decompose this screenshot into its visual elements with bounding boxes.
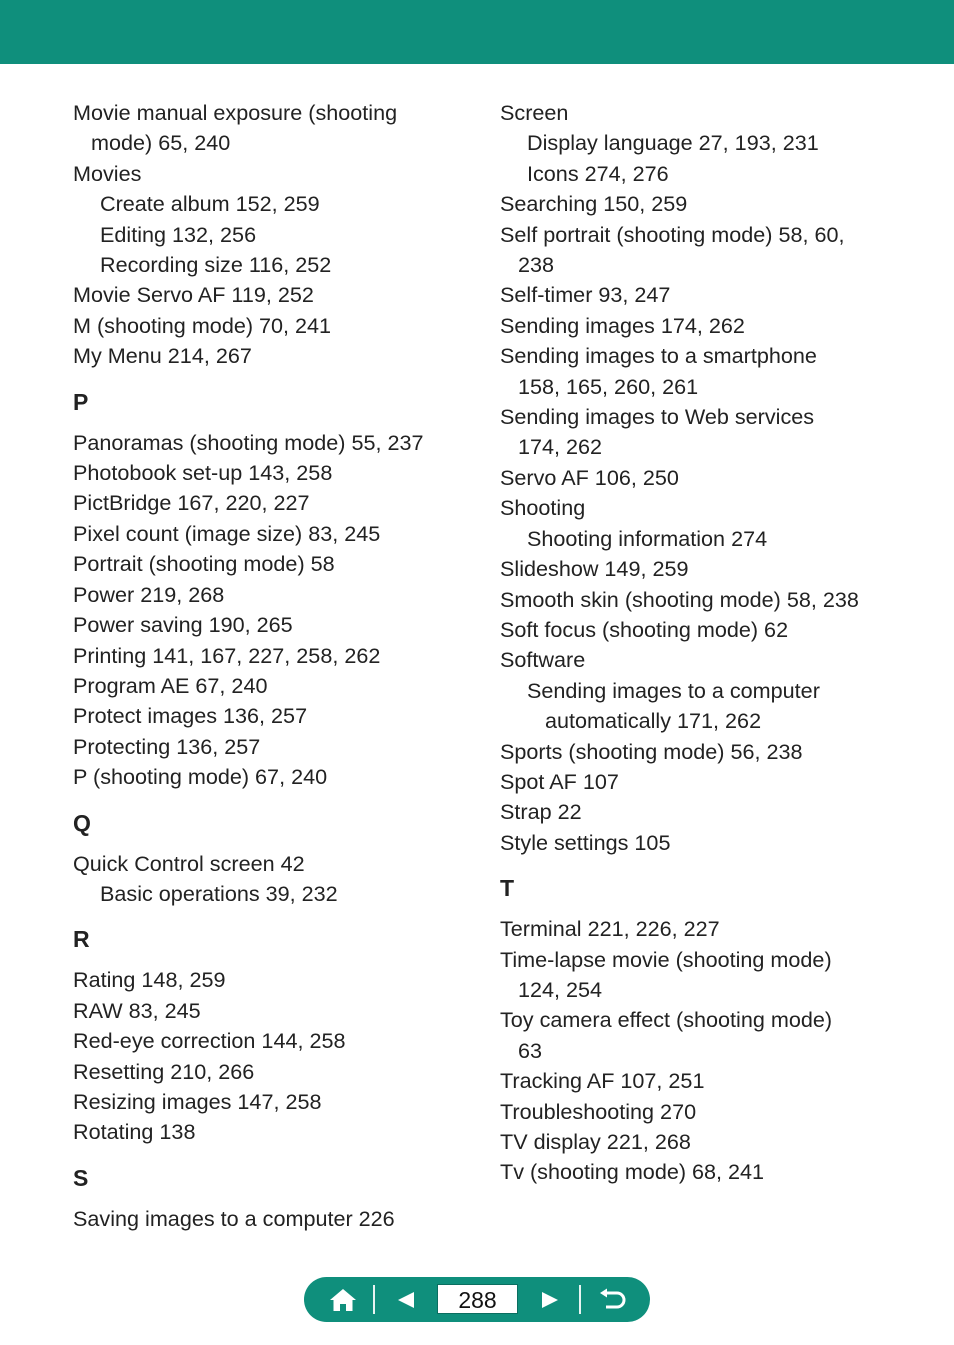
- index-entry[interactable]: Rating 148, 259: [73, 967, 226, 993]
- home-button[interactable]: [318, 1277, 368, 1322]
- index-entry[interactable]: Searching 150, 259: [500, 191, 688, 217]
- index-entry[interactable]: Panoramas (shooting mode) 55, 237: [73, 429, 424, 455]
- index-entry[interactable]: PictBridge 167, 220, 227: [73, 490, 310, 516]
- index-entry[interactable]: Soft focus (shooting mode) 62: [500, 616, 789, 642]
- next-page-button[interactable]: [526, 1277, 574, 1322]
- index-entry[interactable]: Create album 152, 259: [100, 191, 320, 217]
- index-entry[interactable]: Movie manual exposure (shooting: [73, 100, 398, 125]
- index-entry[interactable]: Sending images 174, 262: [500, 312, 745, 338]
- index-entry[interactable]: Basic operations 39, 232: [100, 880, 338, 906]
- index-entry[interactable]: Photobook set-up 143, 258: [73, 460, 333, 486]
- index-entry[interactable]: Printing 141, 167, 227, 258, 262: [73, 642, 381, 668]
- index-entry[interactable]: Saving images to a computer 226: [73, 1205, 395, 1231]
- index-entry[interactable]: Tracking AF 107, 251: [500, 1068, 705, 1094]
- index-entry[interactable]: Sports (shooting mode) 56, 238: [500, 738, 803, 764]
- index-entry[interactable]: 124, 254: [518, 976, 603, 1002]
- index-letter-heading: S: [73, 1164, 89, 1191]
- index-entry[interactable]: Movie Servo AF 119, 252: [73, 282, 314, 308]
- page-navigation: [304, 1277, 650, 1322]
- index-column-left: [73, 98, 473, 1234]
- index-entry[interactable]: automatically 171, 262: [545, 708, 762, 734]
- index-entry[interactable]: 158, 165, 260, 261: [518, 373, 699, 399]
- index-entry[interactable]: Style settings 105: [500, 829, 671, 855]
- index-entry[interactable]: Resetting 210, 266: [73, 1058, 255, 1084]
- arrow-right-icon: [540, 1290, 560, 1310]
- index-entry[interactable]: Software: [500, 647, 586, 673]
- index-entry[interactable]: Resizing images 147, 258: [73, 1088, 322, 1114]
- return-icon: [599, 1288, 627, 1312]
- nav-separator: [373, 1285, 375, 1314]
- index-entry[interactable]: Icons 274, 276: [527, 160, 669, 186]
- index-entry[interactable]: Sending images to a smartphone: [500, 343, 817, 369]
- header-bar: [0, 0, 954, 64]
- index-entry[interactable]: Shooting information 274: [527, 525, 768, 551]
- index-entry[interactable]: Self-timer 93, 247: [500, 282, 671, 308]
- index-entry[interactable]: Protecting 136, 257: [73, 733, 261, 759]
- index-entry[interactable]: Rotating 138: [73, 1119, 196, 1145]
- index-entry[interactable]: Power 219, 268: [73, 581, 225, 607]
- index-entry[interactable]: Servo AF 106, 250: [500, 464, 679, 490]
- index-entry[interactable]: 63: [518, 1037, 543, 1063]
- index-column-right: [500, 98, 920, 1188]
- index-entry[interactable]: Pixel count (image size) 83, 245: [73, 520, 381, 546]
- index-entry[interactable]: 174, 262: [518, 434, 603, 460]
- previous-page-button[interactable]: [382, 1277, 430, 1322]
- index-entry[interactable]: Spot AF 107: [500, 768, 619, 794]
- index-entry[interactable]: Self portrait (shooting mode) 58, 60,: [500, 221, 845, 247]
- index-entry[interactable]: P (shooting mode) 67, 240: [73, 764, 328, 790]
- index-letter-heading: R: [73, 926, 90, 953]
- index-entry[interactable]: Quick Control screen 42: [73, 850, 305, 876]
- index-entry[interactable]: Display language 27, 193, 231: [527, 130, 819, 156]
- index-letter-heading: T: [500, 875, 515, 902]
- home-icon: [329, 1287, 357, 1313]
- index-entry[interactable]: Red-eye correction 144, 258: [73, 1028, 346, 1054]
- index-entry[interactable]: Slideshow 149, 259: [500, 556, 689, 582]
- index-entry[interactable]: Sending images to a computer: [527, 677, 820, 703]
- index-entry[interactable]: Power saving 190, 265: [73, 612, 293, 638]
- page-number: 288: [437, 1284, 518, 1314]
- index-entry[interactable]: Terminal 221, 226, 227: [500, 916, 720, 942]
- arrow-left-icon: [396, 1290, 416, 1310]
- index-entry[interactable]: Strap 22: [500, 799, 582, 825]
- index-entry[interactable]: TV display 221, 268: [500, 1129, 691, 1154]
- index-letter-heading: Q: [73, 809, 91, 836]
- return-button[interactable]: [588, 1277, 638, 1322]
- index-entry[interactable]: My Menu 214, 267: [73, 343, 252, 369]
- index-entry[interactable]: Time-lapse movie (shooting mode): [500, 946, 832, 972]
- index-entry[interactable]: 238: [518, 252, 555, 278]
- index-entry[interactable]: Screen: [500, 100, 569, 125]
- index-entry[interactable]: Sending images to Web services: [500, 404, 815, 430]
- index-entry[interactable]: M (shooting mode) 70, 241: [73, 312, 332, 338]
- nav-separator: [579, 1285, 581, 1314]
- index-entry[interactable]: Movies: [73, 160, 142, 186]
- index-entry[interactable]: Shooting: [500, 495, 586, 521]
- index-entry[interactable]: mode) 65, 240: [91, 130, 231, 156]
- index-entry[interactable]: Troubleshooting 270: [500, 1098, 697, 1124]
- index-entry[interactable]: Portrait (shooting mode) 58: [73, 551, 335, 577]
- index-entry[interactable]: Tv (shooting mode) 68, 241: [500, 1159, 765, 1185]
- index-entry[interactable]: Toy camera effect (shooting mode): [500, 1007, 833, 1033]
- index-entry[interactable]: Protect images 136, 257: [73, 703, 308, 729]
- index-entry[interactable]: RAW 83, 245: [73, 997, 201, 1023]
- index-entry[interactable]: Recording size 116, 252: [100, 252, 332, 278]
- index-letter-heading: P: [73, 388, 89, 415]
- index-entry[interactable]: Smooth skin (shooting mode) 58, 238: [500, 586, 859, 612]
- index-entry[interactable]: Program AE 67, 240: [73, 672, 268, 698]
- index-entry[interactable]: Editing 132, 256: [100, 221, 257, 247]
